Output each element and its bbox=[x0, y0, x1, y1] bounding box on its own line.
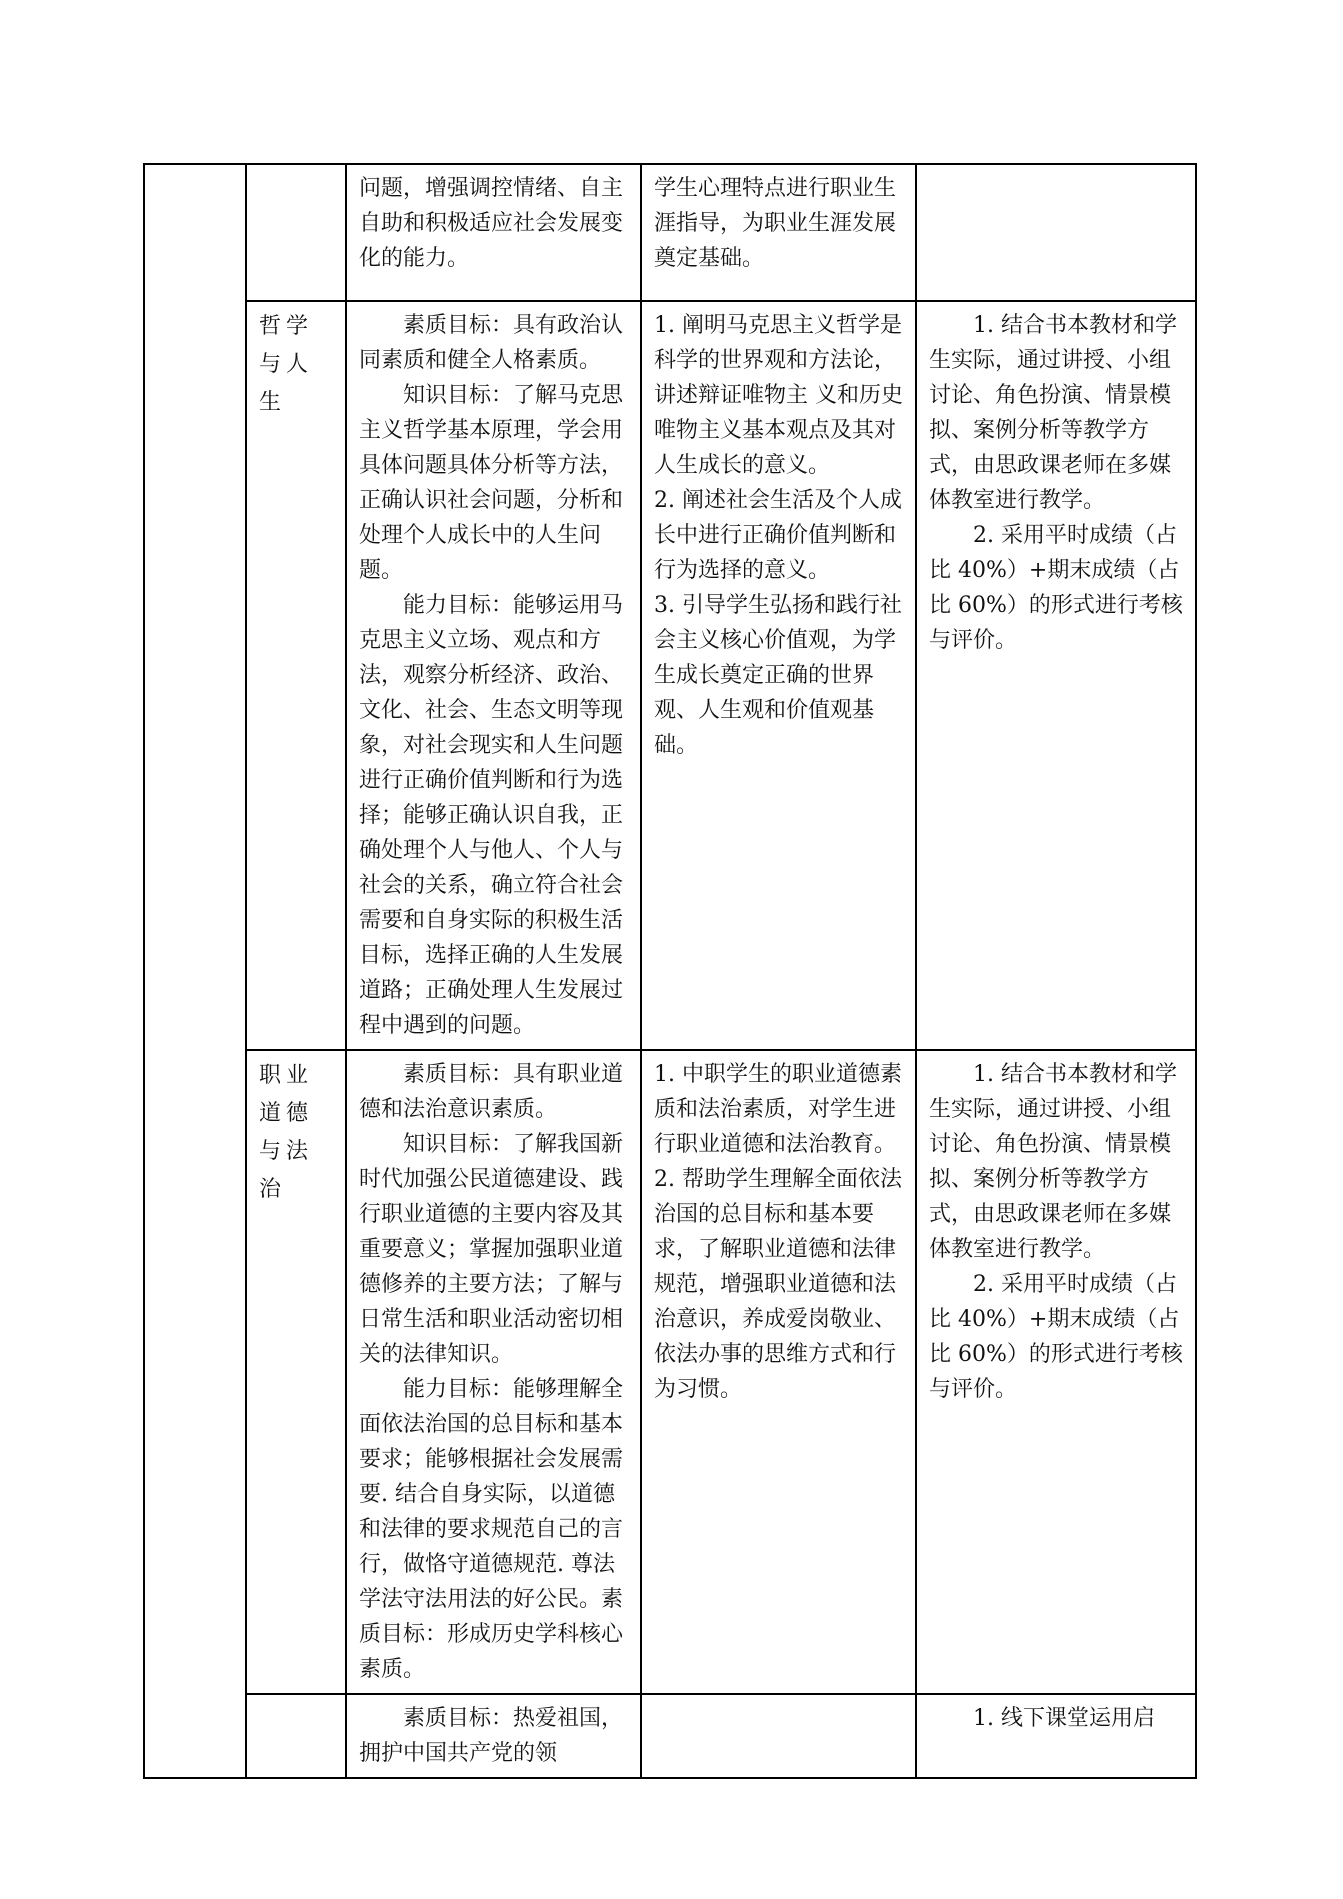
course-name: 职业道德与法治 bbox=[259, 1063, 314, 1202]
category-cell bbox=[144, 164, 246, 1778]
course-name-cell bbox=[246, 164, 346, 301]
objectives-cell bbox=[346, 1050, 641, 1694]
table-row-next bbox=[144, 1694, 1196, 1778]
course-name-cell bbox=[246, 1694, 346, 1778]
course-name-cell bbox=[246, 1050, 346, 1694]
content-item: 3. 引导学生弘扬和践行社会主义核心价值观，为学生成长奠定正确的世界观、人生观和价值观基础。 bbox=[654, 593, 902, 758]
content-cell bbox=[641, 1050, 916, 1694]
table-row-ethics-law bbox=[144, 1050, 1196, 1694]
methods-cell bbox=[916, 1050, 1196, 1694]
content-cell bbox=[641, 301, 916, 1050]
content-item: 2. 帮助学生理解全面依法治国的总目标和基本要求，了解职业道德和法律规范，增强职业道德和法治意识，养成爱岗敬业、依法办事的思维方式和行为习惯。 bbox=[654, 1167, 902, 1402]
methods-cell bbox=[916, 1694, 1196, 1778]
objective-knowledge: 知识目标：了解马克思主义哲学基本原理，学会用具体问题具体分析等方法，正确认识社会问题，分析和处理个人成长中的人生问题。 bbox=[359, 383, 624, 583]
objective-quality: 素质目标：热爱祖国，拥护中国共产党的领 bbox=[359, 1706, 624, 1766]
objectives-cell bbox=[346, 301, 641, 1050]
course-name-cell bbox=[246, 301, 346, 1050]
method-item: 1. 线下课堂运用启 bbox=[973, 1706, 1155, 1731]
table-row-continued bbox=[144, 164, 1196, 301]
objective-quality: 素质目标：具有职业道德和法治意识素质。 bbox=[359, 1062, 624, 1122]
objectives-cell bbox=[346, 164, 641, 301]
objective-knowledge: 知识目标：了解我国新时代加强公民道德建设、践行职业道德的主要内容及其重要意义；掌握加强职业道德修养的主要方法；了解与日常生活和职业活动密切相关的法律知识。 bbox=[359, 1132, 624, 1367]
methods-cell bbox=[916, 164, 1196, 301]
objective-ability: 能力目标：能够运用马克思主义立场、观点和方法，观察分析经济、政治、文化、社会、生态文明等现象，对社会现实和人生问题进行正确价值判断和行为选择；能够正确认识自我，正确处理个人与他人、个人与社会的关系，确立符合社会需要和自身实际的积极生活目标，选择正确的人生发展道路；正确处理人生发展过程中遇到的问题。 bbox=[359, 593, 624, 1038]
table-row-philosophy bbox=[144, 301, 1196, 1050]
method-item: 2. 采用平时成绩（占比 40%）+期末成绩（占比 60%）的形式进行考核与评价。 bbox=[929, 1272, 1183, 1402]
method-item: 1. 结合书本教材和学生实际，通过讲授、小组讨论、角色扮演、情景模拟、案例分析等教学方式，由思政课老师在多媒体教室进行教学。 bbox=[929, 1062, 1177, 1262]
method-item: 1. 结合书本教材和学生实际，通过讲授、小组讨论、角色扮演、情景模拟、案例分析等教学方式，由思政课老师在多媒体教室进行教学。 bbox=[929, 313, 1177, 513]
content-text: 学生心理特点进行职业生涯指导，为职业生涯发展奠定基础。 bbox=[654, 176, 897, 271]
content-cell bbox=[641, 1694, 916, 1778]
method-item: 2. 采用平时成绩（占比 40%）+期末成绩（占比 60%）的形式进行考核与评价。 bbox=[929, 523, 1183, 653]
objectives-cell bbox=[346, 1694, 641, 1778]
course-name: 哲学与人生 bbox=[259, 314, 314, 415]
objective-quality: 素质目标：具有政治认同素质和健全人格素质。 bbox=[359, 313, 624, 373]
objective-ability: 能力目标：能够理解全面依法治国的总目标和基本要求；能够根据社会发展需要. 结合自身实际，以道德和法律的要求规范自己的言行，做恪守道德规范. 尊法学法守法用法的好公民。素质目标：形成历史学科核心素质。 bbox=[359, 1377, 624, 1682]
content-item: 1. 中职学生的职业道德素质和法治素质，对学生进行职业道德和法治教育。 bbox=[654, 1062, 902, 1157]
objectives-text: 问题，增强调控情绪、自主自助和积极适应社会发展变化的能力。 bbox=[359, 176, 624, 271]
content-cell bbox=[641, 164, 916, 301]
content-item: 1. 阐明马克思主义哲学是科学的世界观和方法论，讲述辩证唯物主 义和历史唯物主义基本观点及其对人生成长的意义。 bbox=[654, 313, 903, 478]
content-item: 2. 阐述社会生活及个人成长中进行正确价值判断和行为选择的意义。 bbox=[654, 488, 902, 583]
curriculum-table bbox=[143, 163, 1197, 1779]
methods-cell bbox=[916, 301, 1196, 1050]
